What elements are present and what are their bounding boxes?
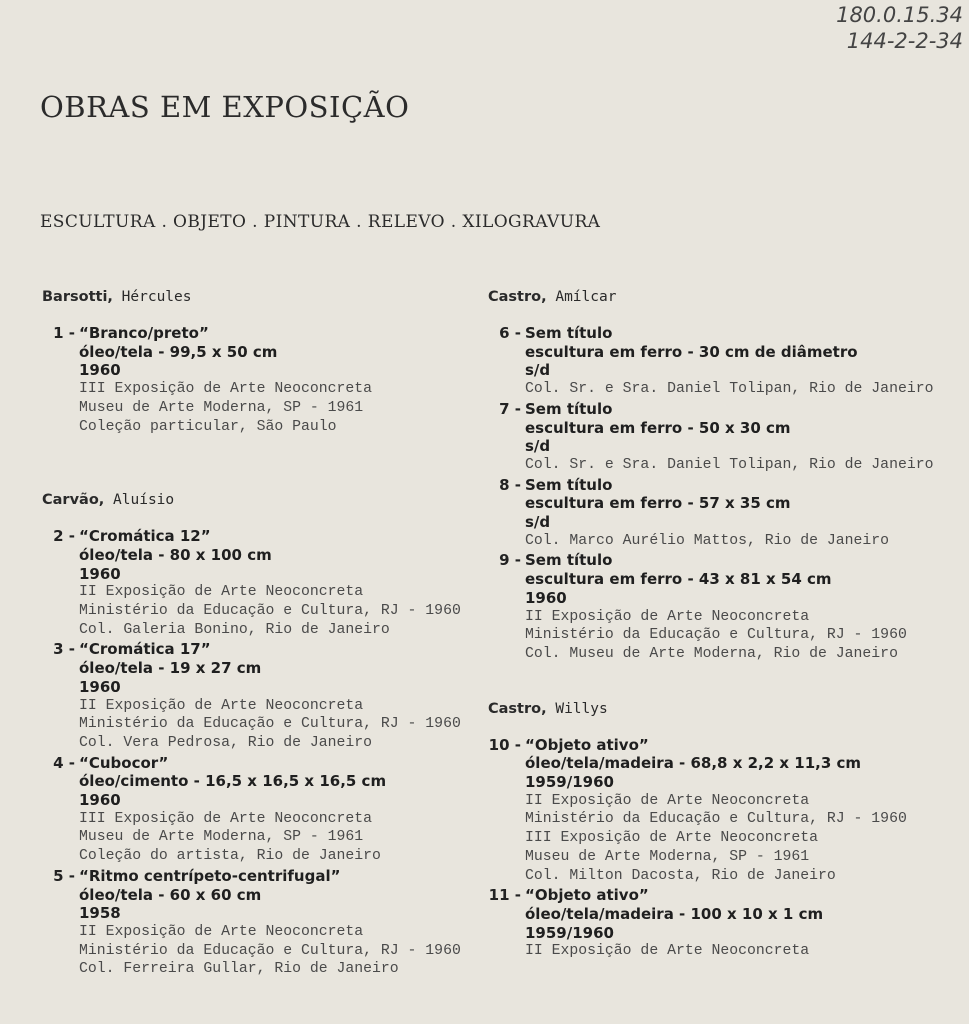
work-entry	[488, 324, 958, 399]
work-note: Col. Museu de Arte Moderna, Rio de Janeiro	[525, 645, 898, 662]
work-date: 1960	[79, 361, 121, 380]
work-medium: óleo/tela - 80 x 100 cm	[79, 545, 272, 564]
work-number: 5 -	[53, 866, 75, 885]
work-number: 10 -	[488, 735, 521, 754]
page-title: OBRAS EM EXPOSIÇÃO	[40, 90, 410, 124]
work-note: Col. Marco Aurélio Mattos, Rio de Janeiro	[525, 532, 890, 549]
work-title: “Cubocor”	[79, 753, 169, 772]
artist-name	[42, 288, 472, 307]
work-entry	[42, 640, 472, 752]
work-note: Ministério da Educação e Cultura, RJ - 1960	[525, 627, 907, 644]
work-title: “Ritmo centrípeto-centrifugal”	[79, 866, 341, 885]
work-date: 1960	[79, 791, 121, 810]
work-title: “Objeto ativo”	[525, 886, 649, 905]
handwritten-note	[833, 2, 963, 54]
work-date: 1959/1960	[525, 923, 614, 942]
work-note: II Exposição de Arte Neoconcreta	[79, 923, 364, 940]
work-note: II Exposição de Arte Neoconcreta	[79, 697, 364, 714]
work-date: s/d	[525, 437, 551, 456]
work-note: Ministério da Educação e Cultura, RJ - 1960	[79, 603, 461, 620]
work-note: Col. Milton Dacosta, Rio de Janeiro	[525, 867, 836, 884]
work-number: 9 -	[499, 551, 521, 570]
work-medium: óleo/tela - 99,5 x 50 cm	[79, 342, 278, 361]
work-title: Sem título	[525, 551, 613, 570]
page-subtitle: ESCULTURA . OBJETO . PINTURA . RELEVO . XILOGRAVURA	[40, 212, 601, 232]
work-number: 4 -	[53, 753, 75, 772]
work-date: 1960	[79, 677, 121, 696]
work-note: II Exposição de Arte Neoconcreta	[525, 943, 810, 960]
work-entry	[42, 867, 472, 979]
artist-surname: Castro,	[488, 289, 547, 305]
work-title: Sem título	[525, 324, 613, 342]
work-entry	[488, 400, 958, 475]
work-title: Sem título	[525, 399, 613, 418]
artist-surname: Castro,	[488, 700, 547, 717]
work-note: Museu de Arte Moderna, SP - 1961	[525, 848, 810, 865]
work-note: Coleção particular, São Paulo	[79, 418, 337, 435]
work-note: Museu de Arte Moderna, SP - 1961	[79, 399, 364, 416]
left-column	[42, 288, 472, 979]
artist-given-name: Hércules	[112, 289, 192, 305]
work-entry	[488, 551, 958, 663]
work-note: III Exposição de Arte Neoconcreta	[79, 381, 373, 398]
artist-given-name: Willys	[546, 700, 608, 717]
work-title: Sem título	[525, 475, 613, 494]
work-note: Ministério da Educação e Cultura, RJ - 1960	[79, 716, 461, 733]
work-medium: óleo/tela - 60 x 60 cm	[79, 885, 262, 904]
work-title: “Branco/preto”	[79, 324, 209, 342]
artist-surname: Barsotti,	[42, 289, 113, 305]
work-title: “Cromática 17”	[79, 640, 211, 659]
work-note: II Exposição de Arte Neoconcreta	[525, 792, 810, 809]
work-note: Ministério da Educação e Cultura, RJ - 1960	[79, 942, 461, 959]
work-note: Col. Ferreira Gullar, Rio de Janeiro	[79, 961, 399, 978]
artist-surname: Carvão,	[42, 492, 105, 509]
work-note: Museu de Arte Moderna, SP - 1961	[79, 829, 364, 846]
work-entry	[488, 736, 958, 886]
work-medium: escultura em ferro - 57 x 35 cm	[525, 494, 791, 513]
work-number: 1 -	[53, 324, 75, 342]
artist-name	[488, 700, 958, 719]
work-note: III Exposição de Arte Neoconcreta	[79, 810, 373, 827]
work-number: 11 -	[488, 886, 521, 905]
handwritten-note-line: 144-2-2-34	[846, 29, 963, 53]
work-medium: escultura em ferro - 43 x 81 x 54 cm	[525, 570, 832, 589]
work-medium: óleo/cimento - 16,5 x 16,5 x 16,5 cm	[79, 772, 387, 791]
work-date: 1958	[79, 904, 121, 923]
work-note: Col. Vera Pedrosa, Rio de Janeiro	[79, 734, 373, 751]
work-date: 1960	[525, 588, 567, 607]
work-note: Col. Sr. e Sra. Daniel Tolipan, Rio de Janeiro	[525, 456, 934, 473]
work-number: 8 -	[499, 475, 521, 494]
work-medium: óleo/tela/madeira - 68,8 x 2,2 x 11,3 cm	[525, 754, 862, 773]
work-number: 2 -	[53, 527, 75, 546]
work-date: s/d	[525, 513, 551, 532]
handwritten-note-line: 180.0.15.34	[836, 3, 963, 27]
work-medium: escultura em ferro - 30 cm de diâmetro	[525, 342, 858, 361]
work-entry	[42, 527, 472, 639]
work-title: “Cromática 12”	[79, 527, 211, 546]
work-number: 6 -	[499, 324, 521, 342]
work-entry	[42, 324, 472, 436]
work-entry	[488, 886, 958, 961]
work-entry	[488, 476, 958, 551]
work-number: 7 -	[499, 399, 521, 418]
work-date: 1959/1960	[525, 773, 614, 792]
work-note: Coleção do artista, Rio de Janeiro	[79, 848, 381, 865]
right-column	[488, 288, 958, 961]
work-entry	[42, 754, 472, 866]
work-note: II Exposição de Arte Neoconcreta	[525, 608, 810, 625]
work-note: II Exposição de Arte Neoconcreta	[79, 584, 364, 601]
work-note: III Exposição de Arte Neoconcreta	[525, 830, 819, 847]
work-date: 1960	[79, 564, 121, 583]
work-note: Col. Sr. e Sra. Daniel Tolipan, Rio de Janeiro	[525, 381, 934, 398]
work-note: Ministério da Educação e Cultura, RJ - 1960	[525, 811, 907, 828]
work-medium: escultura em ferro - 50 x 30 cm	[525, 418, 791, 437]
work-medium: óleo/tela - 19 x 27 cm	[79, 659, 262, 678]
artist-name	[488, 288, 958, 307]
artist-given-name: Amílcar	[546, 289, 617, 305]
artist-given-name: Aluísio	[104, 492, 175, 509]
work-number: 3 -	[53, 640, 75, 659]
artist-name	[42, 491, 472, 510]
work-date: s/d	[525, 361, 551, 380]
work-title: “Objeto ativo”	[525, 735, 649, 754]
work-medium: óleo/tela/madeira - 100 x 10 x 1 cm	[525, 904, 824, 923]
work-note: Col. Galeria Bonino, Rio de Janeiro	[79, 621, 390, 638]
